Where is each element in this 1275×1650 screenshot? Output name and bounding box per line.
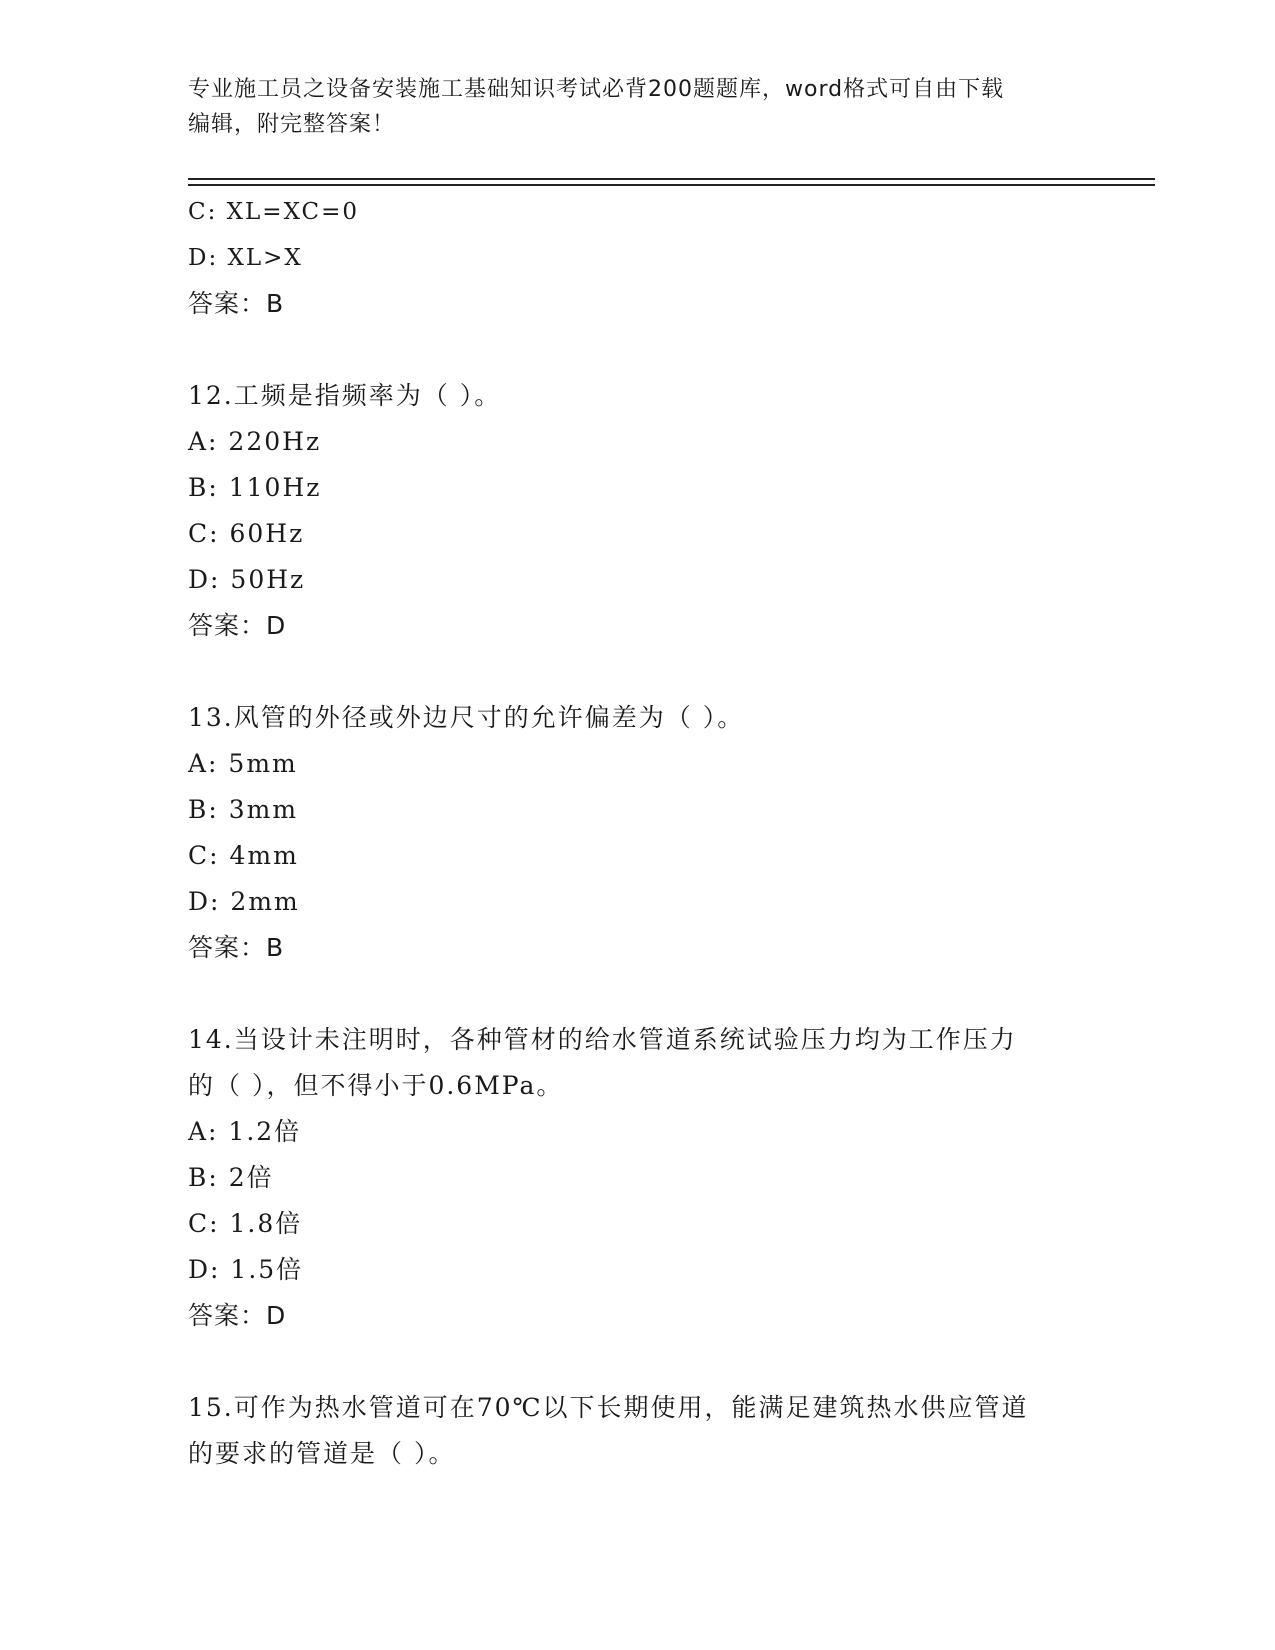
prev-question-tail <box>188 189 1088 327</box>
spacer <box>188 1339 1088 1385</box>
question-13 <box>188 695 1088 971</box>
question-14 <box>188 1017 1088 1339</box>
option-b: B: 2倍 <box>188 1163 274 1192</box>
document-header <box>188 72 1088 142</box>
option-d: D: XL>X <box>188 245 303 271</box>
question-text-line-1: 15.可作为热水管道可在70℃以下长期使用，能满足建筑热水供应管道 <box>188 1393 1029 1422</box>
option-c: C: XL=XC=0 <box>188 199 360 225</box>
option-a: A: 220Hz <box>188 427 322 456</box>
option-a: A: 1.2倍 <box>188 1117 302 1146</box>
option-b: B: 3mm <box>188 795 299 824</box>
answer: 答案：D <box>188 1301 287 1330</box>
answer: 答案：D <box>188 611 287 640</box>
option-a: A: 5mm <box>188 749 298 778</box>
spacer <box>188 649 1088 695</box>
question-list <box>188 189 1088 1477</box>
option-c: C: 1.8倍 <box>188 1209 303 1238</box>
spacer <box>188 971 1088 1017</box>
option-d: D: 1.5倍 <box>188 1255 304 1284</box>
option-b: B: 110Hz <box>188 473 322 502</box>
option-c: C: 60Hz <box>188 519 305 548</box>
option-c: C: 4mm <box>188 841 299 870</box>
answer: 答案：B <box>188 289 285 318</box>
question-text: 12.工频是指频率为（ ）。 <box>188 381 502 410</box>
header-line-1: 专业施工员之设备安装施工基础知识考试必背200题题库，word格式可自由下载 <box>188 77 1005 102</box>
question-text-line-1: 14.当设计未注明时，各种管材的给水管道系统试验压力均为工作压力 <box>188 1025 1017 1054</box>
question-text-line-2: 的要求的管道是（ ）。 <box>188 1439 456 1468</box>
header-line-2: 编辑，附完整答案！ <box>188 112 396 137</box>
spacer <box>188 327 1088 373</box>
header-divider-bottom <box>188 184 1155 186</box>
option-d: D: 2mm <box>188 887 300 916</box>
question-text-line-2: 的（ ），但不得小于0.6MPa。 <box>188 1071 564 1100</box>
header-divider-top <box>188 178 1155 180</box>
answer: 答案：B <box>188 933 285 962</box>
question-text: 13.风管的外径或外边尺寸的允许偏差为（ ）。 <box>188 703 745 732</box>
question-12 <box>188 373 1088 649</box>
question-15 <box>188 1385 1088 1477</box>
option-d: D: 50Hz <box>188 565 306 594</box>
